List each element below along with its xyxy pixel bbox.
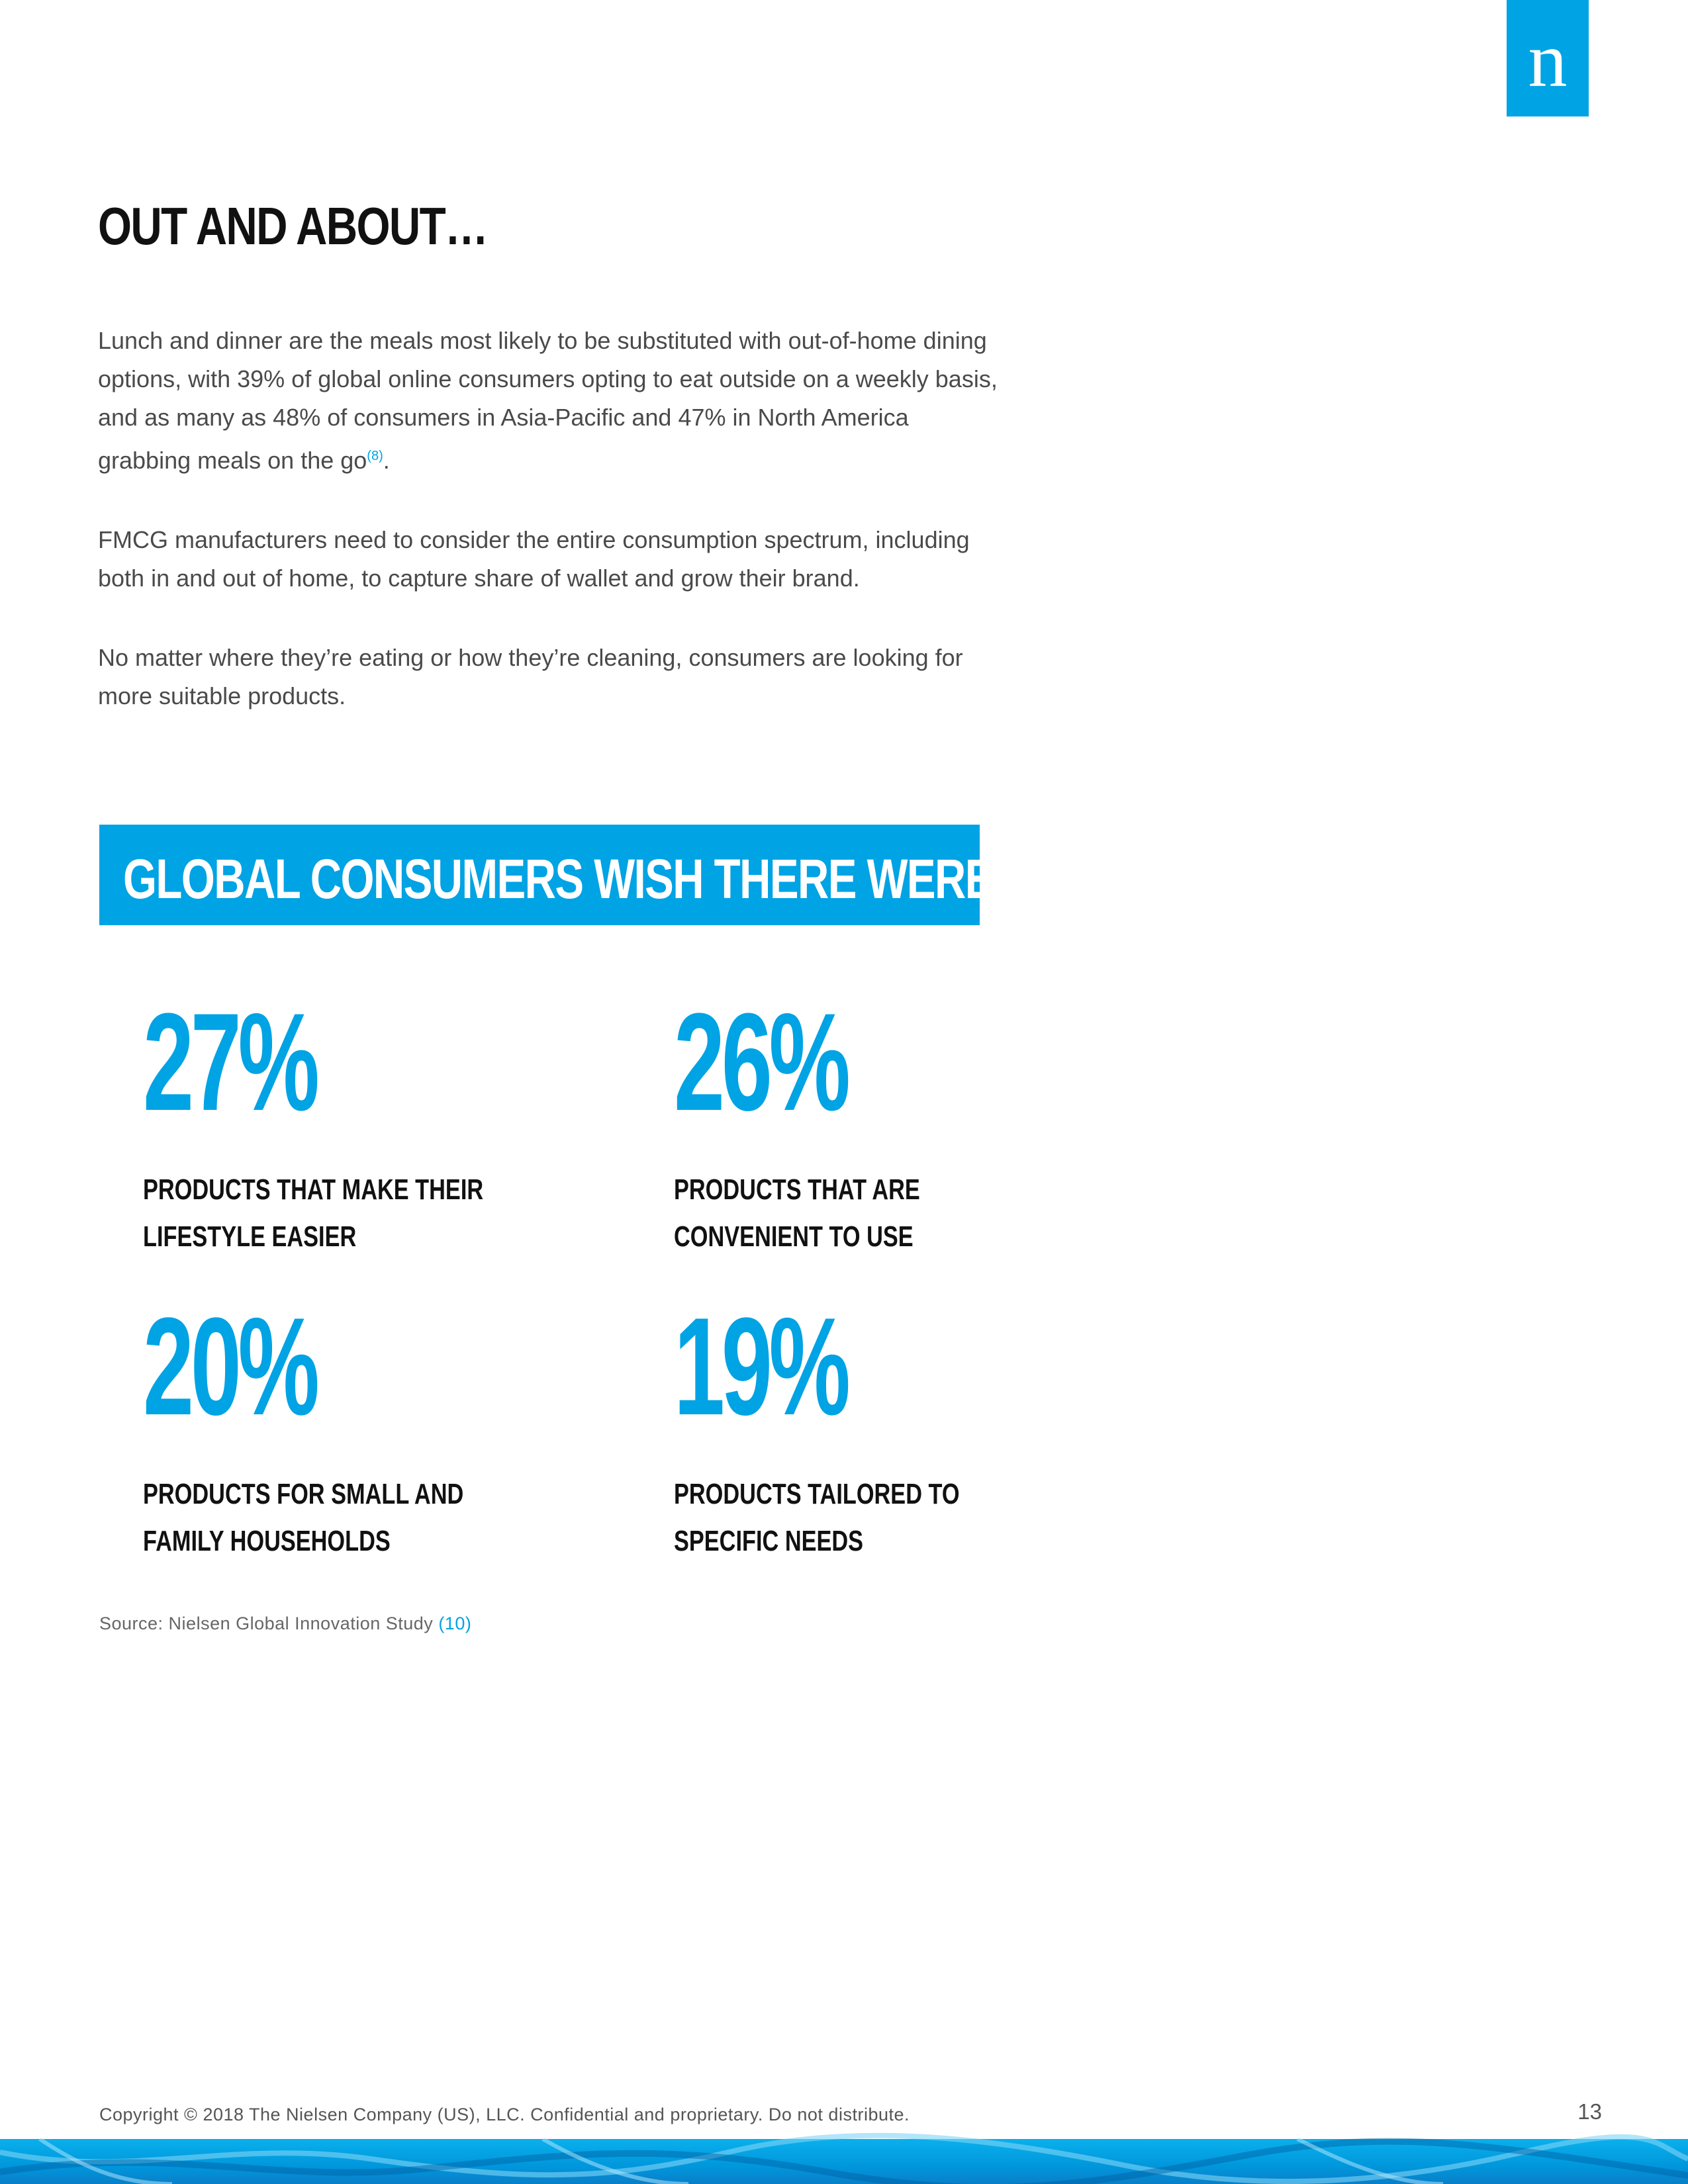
paragraph-1-end: .: [383, 447, 390, 474]
page-number: 13: [1577, 2099, 1602, 2124]
stat-value: 19%: [674, 1289, 847, 1444]
source-note: [99, 1614, 471, 1634]
paragraph-1: [98, 322, 998, 480]
stat-value: 20%: [143, 1289, 316, 1444]
paragraph-2: FMCG manufacturers need to consider the entire consumption spectrum, including both in and out of home, to capture share of wallet and grow their brand.: [98, 526, 970, 592]
reference-link-10[interactable]: (10): [438, 1614, 472, 1633]
stat-label: PRODUCTS FOR SMALL AND FAMILY HOUSEHOLDS: [143, 1478, 464, 1557]
stat-label: PRODUCTS THAT ARE CONVENIENT TO USE: [674, 1173, 920, 1253]
stats-banner: [99, 825, 1144, 925]
stat-label: PRODUCTS TAILORED TO SPECIFIC NEEDS: [674, 1478, 960, 1557]
nielsen-logo: [1507, 0, 1589, 116]
stat-tailored-needs: [674, 1289, 1084, 1565]
stat-lifestyle-easier: [143, 984, 553, 1260]
paragraph-3: No matter where they’re eating or how they’re cleaning, consumers are looking for more suitable products.: [98, 644, 963, 709]
stat-label: PRODUCTS THAT MAKE THEIR LIFESTYLE EASIER: [143, 1173, 484, 1253]
stat-value: 26%: [674, 984, 847, 1140]
body-text: [98, 322, 998, 756]
stat-value: 27%: [143, 984, 316, 1140]
decorative-wave-band: [0, 2139, 1688, 2184]
logo-letter: n: [1528, 17, 1568, 103]
footer-copyright: Copyright © 2018 The Nielsen Company (US), LLC. Confidential and proprietary. Do not distribute.: [99, 2105, 910, 2124]
source-text: Source: Nielsen Global Innovation Study: [99, 1614, 434, 1633]
reference-link-8[interactable]: (8): [367, 449, 383, 463]
stat-small-family-households: [143, 1289, 553, 1565]
banner-title: GLOBAL CONSUMERS WISH THERE WERE MORE:: [123, 848, 1144, 910]
stat-convenient: [674, 984, 1084, 1260]
wave-pattern: [0, 2139, 1688, 2184]
page-title: OUT AND ABOUT…: [98, 197, 488, 255]
paragraph-1-text: Lunch and dinner are the meals most likely to be substituted with out-of-home dining options, with 39% of global online consumers opting to eat outside on a weekly basis, and as many as 48% of consumers in Asia-Pacific and 47% in North America grabbing meals on the go: [98, 327, 998, 474]
